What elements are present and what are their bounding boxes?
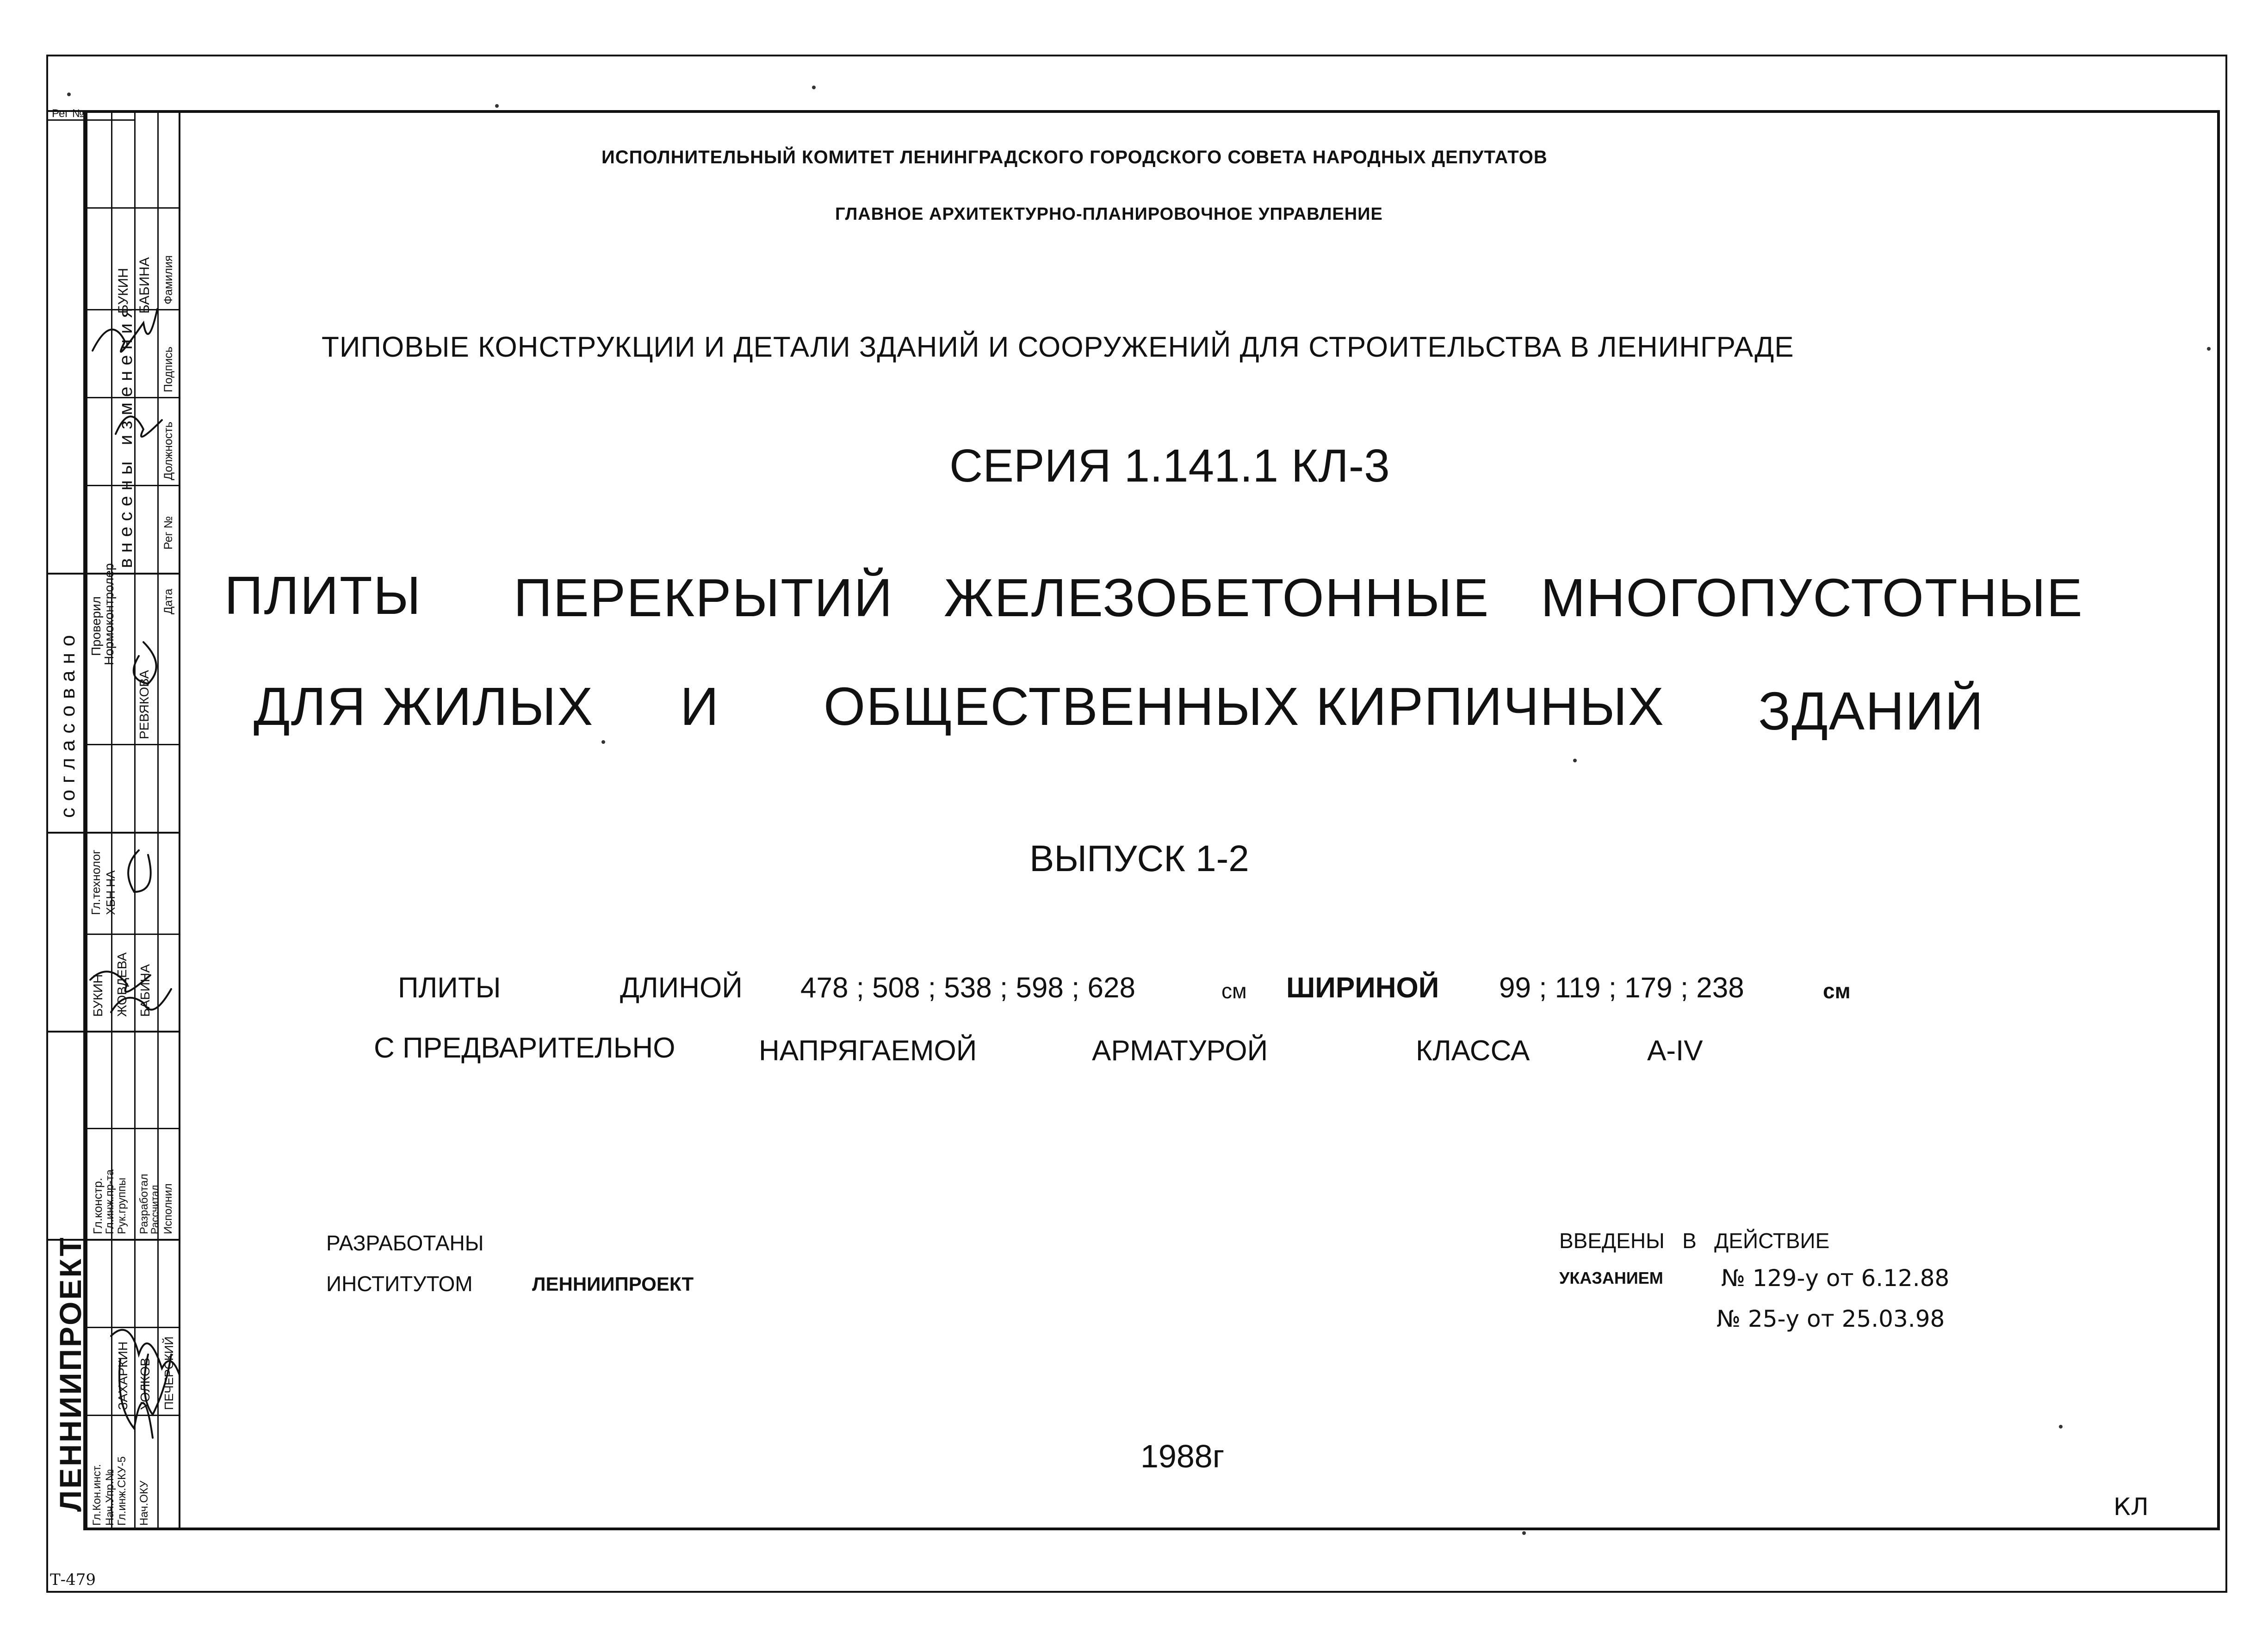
spec-length-unit: см (1221, 979, 1247, 1003)
mid-name-3: БАБИНА (138, 964, 152, 1017)
title-word-floors: ПЕРЕКРЫТИЙ (514, 568, 893, 628)
org-person-3: ПЕЧЕРСКИЙ (162, 1336, 176, 1410)
role-3: Рук.группы (116, 1177, 128, 1234)
title-word-hollow: МНОГОПУСТОТНЫЕ (1541, 568, 2083, 628)
spec-width-unit: см (1823, 979, 1851, 1003)
change-col-reg: Рег № (162, 516, 175, 550)
title-word-and: И (680, 676, 720, 736)
spec-prestressed: С ПРЕДВАРИТЕЛЬНО (374, 1032, 675, 1064)
scan-speck (2207, 347, 2211, 351)
change-col-date: Дата (162, 588, 175, 614)
agreed-label: согласовано (56, 628, 79, 818)
org-person-2: УОЛКОВ (138, 1357, 152, 1410)
org-name-vertical: ЛЕННИИПРОЕКТ (53, 1236, 87, 1512)
mid-name-2: ЖОВДЕВА (115, 952, 129, 1017)
scan-speck (2059, 1425, 2063, 1429)
issue-number: ВЫПУСК 1-2 (1029, 838, 1249, 879)
norm-label: Нормоконтролер (102, 563, 116, 665)
change-name-1: БАБИНА (137, 257, 152, 314)
org-role-2: Нач.Упр.№ (104, 1469, 116, 1526)
change-name-2: БУКИН (116, 268, 131, 314)
scan-speck (67, 93, 71, 96)
enacted-order-1: № 129-у от 6.12.88 (1721, 1265, 1950, 1292)
header-department: ГЛАВНОЕ АРХИТЕКТУРНО-ПЛАНИРОВОЧНОЕ УПРАВЛЕНИЕ (835, 204, 1383, 224)
developed-prefix: ИНСТИТУТОМ (326, 1272, 473, 1296)
agreed-name-1: РЕВЯКОВА (137, 670, 151, 739)
spec-class-value: А-IV (1647, 1035, 1703, 1067)
developed-line1: РАЗРАБОТАНЫ (326, 1231, 484, 1255)
collection-title: ТИПОВЫЕ КОНСТРУКЦИИ И ДЕТАЛИ ЗДАНИЙ И СООРУЖЕНИЙ ДЛЯ СТРОИТЕЛЬСТВА В ЛЕНИНГРАДЕ (322, 331, 1794, 363)
title-word-public-brick: ОБЩЕСТВЕННЫХ КИРПИЧНЫХ (824, 676, 1665, 736)
change-col-surname: Фамилия (162, 255, 175, 304)
agreed-name-2: Гл.технолог (89, 849, 103, 915)
spec-width-label: ШИРИНОЙ (1286, 972, 1439, 1004)
role-6: Исполнил (162, 1183, 174, 1234)
sheet-code: Т-479 (50, 1571, 96, 1589)
spec-widths: 99 ; 119 ; 179 ; 238 (1499, 972, 1744, 1004)
org-role-1: Гл.Кон.инст. (91, 1464, 103, 1526)
corner-mark: КЛ (2113, 1493, 2149, 1521)
spec-class: КЛАССА (1416, 1035, 1530, 1067)
changes-label: внесены изменения (116, 302, 136, 568)
scan-speck (601, 740, 605, 744)
enacted-order-2: № 25-у от 25.03.98 (1716, 1305, 1945, 1332)
enacted-prefix: УКАЗАНИЕМ (1559, 1268, 1663, 1287)
scan-speck (495, 104, 499, 108)
scan-speck (1522, 1531, 1526, 1535)
spec-stressed: НАПРЯГАЕМОЙ (759, 1035, 977, 1067)
spec-plates: ПЛИТЫ (398, 972, 501, 1004)
title-word-reinforced: ЖЕЛЕЗОБЕТОННЫЕ (944, 568, 1490, 628)
spec-length-label: ДЛИНОЙ (620, 972, 743, 1004)
spec-lengths: 478 ; 508 ; 538 ; 598 ; 628 (800, 972, 1135, 1004)
org-role-4: Нач.ОКУ (138, 1480, 150, 1526)
org-person-1: ЗАХАРКИН (116, 1341, 130, 1410)
issue-year: 1988г (1140, 1438, 1225, 1474)
checked-label: Проверил (89, 596, 103, 656)
scan-speck (812, 86, 816, 89)
title-word-for-residential: ДЛЯ ЖИЛЫХ (254, 676, 594, 736)
role-4: Разработал (138, 1174, 150, 1234)
role-1: Гл.констр. (91, 1177, 105, 1234)
enacted-line1: ВВЕДЕНЫ В ДЕЙСТВИЕ (1559, 1229, 1830, 1253)
signature-marks (46, 110, 180, 1530)
change-col-sign: Подпись (162, 346, 175, 392)
spec-reinforcement: АРМАТУРОЙ (1092, 1035, 1268, 1067)
series-number: СЕРИЯ 1.141.1 КЛ-3 (949, 440, 1390, 492)
title-word-buildings: ЗДАНИЙ (1758, 681, 1984, 741)
role-2: Гл.инж.пр-та (104, 1169, 116, 1234)
title-word-plates: ПЛИТЫ (224, 565, 422, 625)
developed-institute: ЛЕННИИПРОЕКТ (532, 1273, 694, 1295)
header-committee: ИСПОЛНИТЕЛЬНЫЙ КОМИТЕТ ЛЕНИНГРАДСКОГО ГОРОДСКОГО СОВЕТА НАРОДНЫХ ДЕПУТАТОВ (601, 147, 1548, 167)
org-role-3: Гл.инж.СКУ-5 (116, 1456, 128, 1526)
side-stamp (46, 107, 180, 1530)
scan-speck (1573, 759, 1577, 762)
agreed-name-3: ХБН НА (104, 870, 118, 915)
mid-name-1: БУКИН (91, 974, 105, 1017)
role-5: Рассчитал (149, 1185, 161, 1234)
reg-no-label: Рег № (52, 107, 84, 120)
change-col-position: Должность (162, 421, 175, 480)
